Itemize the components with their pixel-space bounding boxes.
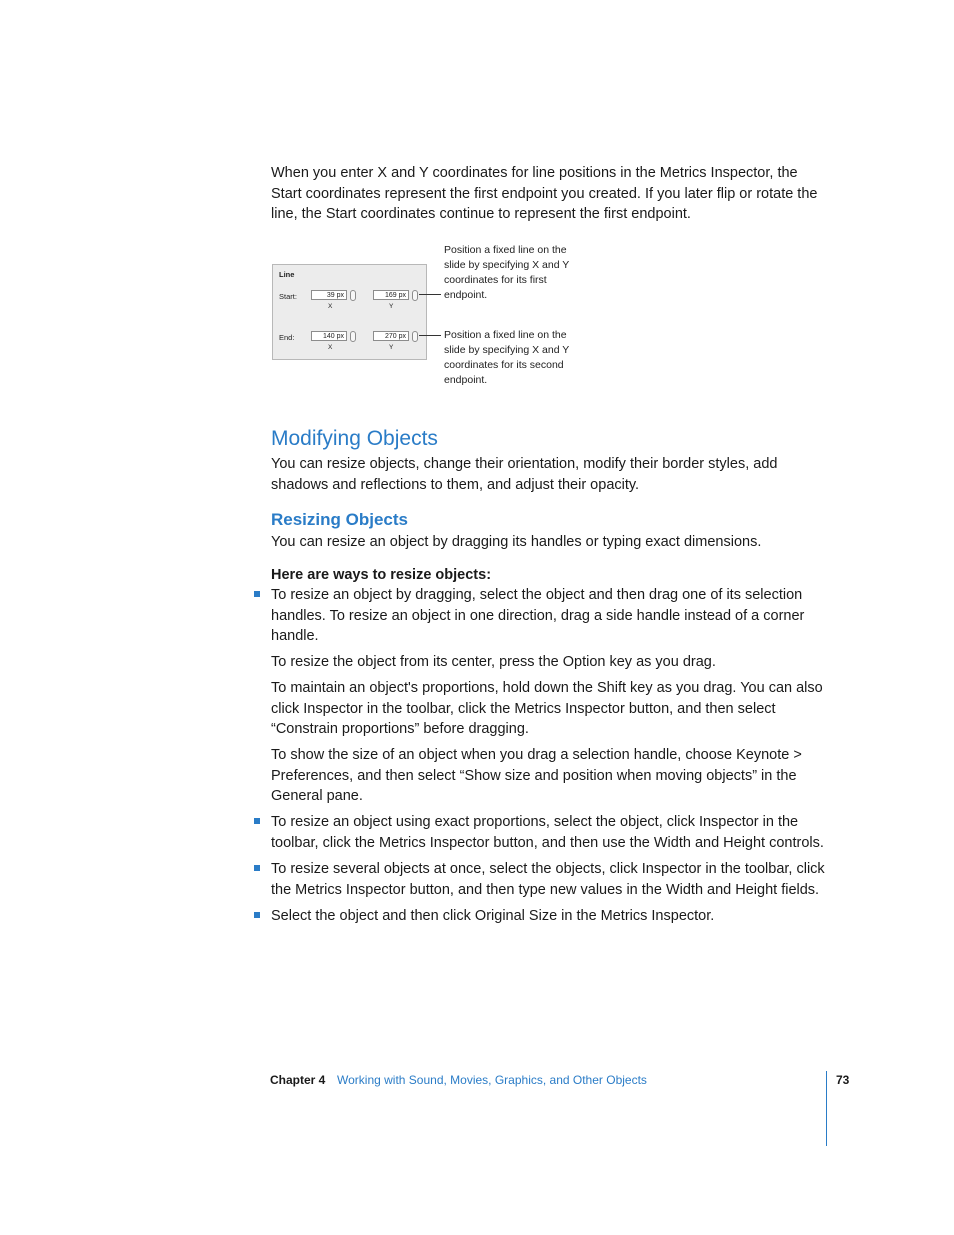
end-x-axis-label: X	[328, 344, 333, 351]
bullet-marker	[254, 912, 260, 918]
footer-divider	[826, 1071, 827, 1146]
bullet-item-several: To resize several objects at once, select the objects, click Inspector in the toolbar, click the Metrics Inspector button, and then type new values in the Width and Height fields.	[271, 861, 825, 898]
bullet-marker	[254, 865, 260, 871]
heading-resizing-objects: Resizing Objects	[271, 510, 408, 529]
start-label: Start:	[279, 292, 297, 301]
bullet-marker	[254, 591, 260, 597]
page-number: 73	[836, 1073, 850, 1087]
footer-chapter: Chapter 4	[270, 1073, 326, 1087]
bullet-item-exact: To resize an object using exact proportions, select the object, click Inspector in the toolbar, click the Metrics Inspector button, and then use the Width and Height controls.	[271, 814, 824, 851]
footer-chapter-title: Working with Sound, Movies, Graphics, and Other Objects	[337, 1073, 647, 1087]
bullet-item-original-size: Select the object and then click Original Size in the Metrics Inspector.	[271, 908, 715, 924]
callout-start-line	[419, 294, 441, 295]
line-inspector-panel	[272, 264, 427, 360]
panel-title: Line	[279, 270, 295, 279]
start-x-stepper[interactable]	[350, 290, 356, 301]
bullet-sub-option: To resize the object from its center, press the Option key as you drag.	[271, 654, 716, 670]
bullet-item-drag: To resize an object by dragging, select the object and then drag one of its selection handles. To resize an object in one direction, drag a side handle instead of a corner handle.	[271, 587, 805, 644]
bullet-sub-show-size: To show the size of an object when you drag a selection handle, choose Keynote > Preferences, and then select “Show size and position when moving objects” in the General pane.	[271, 747, 802, 804]
end-x-field[interactable]: 140 px	[311, 331, 347, 341]
bullet-sub-shift: To maintain an object's proportions, hold down the Shift key as you drag. You can also click Inspector in the toolbar, click the Metrics Inspector button, and then select “Constrain proportions” before dragging.	[271, 680, 823, 737]
intro-paragraph: When you enter X and Y coordinates for line positions in the Metrics Inspector, the Start coordinates represent the first endpoint you created. If you later flip or rotate the line, the Start coordinates continue to represent the first endpoint.	[271, 165, 818, 222]
end-x-stepper[interactable]	[350, 331, 356, 342]
start-y-field[interactable]: 169 px	[373, 290, 409, 300]
callout-start: Position a fixed line on the slide by specifying X and Y coordinates for its first endpoint.	[444, 244, 570, 301]
end-y-stepper[interactable]	[412, 331, 418, 342]
bullet-marker	[254, 818, 260, 824]
para-modifying: You can resize objects, change their orientation, modify their border styles, add shadows and reflections to them, and adjust their opacity.	[271, 456, 778, 493]
start-y-stepper[interactable]	[412, 290, 418, 301]
start-x-axis-label: X	[328, 303, 333, 310]
para-resizing: You can resize an object by dragging its handles or typing exact dimensions.	[271, 534, 762, 550]
end-y-axis-label: Y	[389, 344, 394, 351]
end-label: End:	[279, 333, 295, 342]
callout-end: Position a fixed line on the slide by specifying X and Y coordinates for its second endpoint.	[444, 329, 570, 386]
heading-modifying-objects: Modifying Objects	[271, 427, 438, 450]
ways-label: Here are ways to resize objects:	[271, 567, 492, 583]
callout-end-line	[419, 335, 441, 336]
end-y-field[interactable]: 270 px	[373, 331, 409, 341]
start-y-axis-label: Y	[389, 303, 394, 310]
start-x-field[interactable]: 39 px	[311, 290, 347, 300]
